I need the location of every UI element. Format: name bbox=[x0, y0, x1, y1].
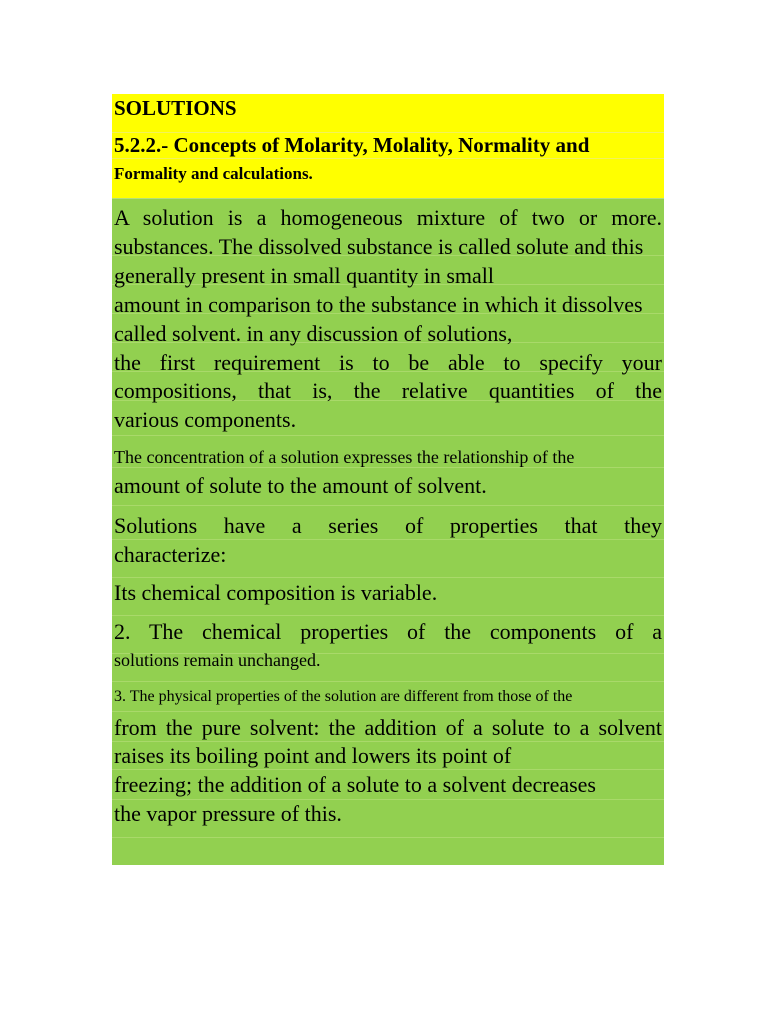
cell-divider bbox=[112, 741, 664, 742]
paragraph-line: generally present in small quantity in small bbox=[114, 263, 495, 288]
paragraph-line: the first requirement is to be able to specify your bbox=[114, 350, 662, 375]
document-page bbox=[112, 94, 664, 865]
paragraph-line: amount of solute to the amount of solvent. bbox=[114, 473, 487, 498]
cell-divider bbox=[112, 158, 664, 159]
cell-divider bbox=[112, 769, 664, 770]
paragraph-line: compositions, that is, the relative quantities of the bbox=[114, 378, 662, 403]
header-section bbox=[112, 94, 664, 198]
cell-divider bbox=[112, 577, 664, 578]
cell-divider bbox=[112, 837, 664, 838]
cell-divider bbox=[112, 505, 664, 506]
cell-divider bbox=[112, 615, 664, 616]
section-heading: 5.2.2.- Concepts of Molarity, Molality, Normality and bbox=[114, 133, 590, 157]
cell-divider bbox=[112, 435, 664, 436]
cell-divider bbox=[112, 711, 664, 712]
cell-divider bbox=[112, 467, 664, 468]
paragraph-line: amount in comparison to the substance in which it dissolves bbox=[114, 292, 643, 317]
paragraph-line: substances. The dissolved substance is called solute and this bbox=[114, 234, 644, 259]
paragraph-line: various components. bbox=[114, 407, 297, 432]
list-item-continuation: the vapor pressure of this. bbox=[114, 801, 342, 826]
body-section bbox=[112, 198, 664, 865]
list-item: Its chemical composition is variable. bbox=[114, 580, 438, 605]
document-title: SOLUTIONS bbox=[114, 96, 237, 120]
cell-divider bbox=[112, 681, 664, 682]
section-heading-continuation: Formality and calculations. bbox=[114, 164, 313, 183]
paragraph-line: characterize: bbox=[114, 542, 227, 567]
paragraph-line: Solutions have a series of properties that they bbox=[114, 513, 662, 538]
list-item: 2. The chemical properties of the components of a bbox=[114, 619, 662, 644]
cell-divider bbox=[112, 799, 664, 800]
list-item-continuation: solutions remain unchanged. bbox=[114, 650, 321, 670]
list-item-continuation: raises its boiling point and lowers its point of bbox=[114, 743, 512, 768]
cell-divider bbox=[112, 539, 664, 540]
list-item-continuation: from the pure solvent: the addition of a solute to a solvent bbox=[114, 715, 662, 740]
paragraph-line: A solution is a homogeneous mixture of two or more. bbox=[114, 205, 662, 230]
list-item: 3. The physical properties of the solution are different from those of the bbox=[114, 688, 573, 705]
paragraph-line: called solvent. in any discussion of solutions, bbox=[114, 321, 513, 346]
list-item-continuation: freezing; the addition of a solute to a solvent decreases bbox=[114, 772, 596, 797]
paragraph-line: The concentration of a solution expresses the relationship of the bbox=[114, 447, 575, 467]
